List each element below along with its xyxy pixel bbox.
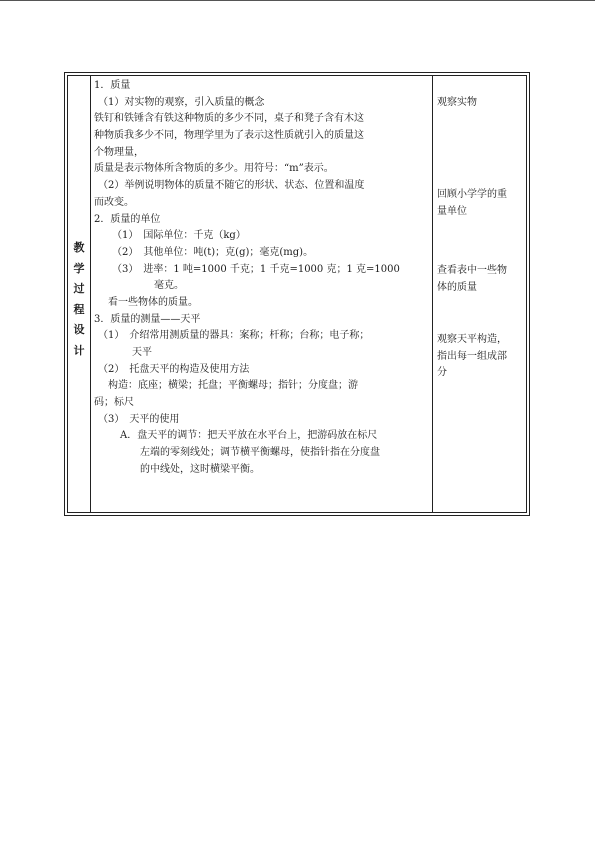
content-line: 左端的零刻线处；调节横平衡螺母，使指针指在分度盘 <box>140 447 380 459</box>
content-line: 天平 <box>132 347 152 358</box>
content-line: 铁钉和铁锤含有铁这种物质的多少不同，桌子和凳子含有木这 <box>94 113 364 125</box>
section-label-char: 设 <box>73 323 85 336</box>
note-line: 分 <box>437 367 447 379</box>
content-line: 而改变。 <box>94 196 134 208</box>
header-rule <box>0 0 595 1</box>
content-line: 3．质量的测量——天平 <box>94 313 201 325</box>
content-line: 看一些物体的质量。 <box>108 296 198 308</box>
note-line: 指出每一组成部 <box>437 350 507 362</box>
content-line: 2．质量的单位 <box>94 213 161 225</box>
lesson-content <box>94 78 432 479</box>
content-line: （2） 其他单位：吨(t)；克(g)；毫克(mg)。 <box>112 246 314 258</box>
content-line: （2） 托盘天平的构造及使用方法 <box>98 363 250 375</box>
teacher-note-3 <box>437 263 525 296</box>
content-line: 的中线处，这时横梁平衡。 <box>140 463 260 475</box>
note-line: 回顾小学学的重 <box>437 189 507 200</box>
note-line: 查看表中一些物 <box>437 265 507 276</box>
content-line: 个物理量， <box>94 146 144 158</box>
teacher-note-1 <box>437 95 525 112</box>
content-line: 质量是表示物体所含物质的多少。用符号：“m”表示。 <box>94 163 334 175</box>
content-line: 码；标尺 <box>94 397 134 409</box>
content-line: 构造：底座；横梁；托盘；平衡螺母；指针；分度盘；游 <box>108 380 358 392</box>
teacher-note-2 <box>437 187 525 220</box>
content-line: （2）举例说明物体的质量不随它的形状、状态、位置和温度 <box>98 180 365 192</box>
note-line: 观察天平构造， <box>437 334 507 345</box>
teacher-note-4 <box>437 332 525 382</box>
note-line: 体的质量 <box>437 281 477 293</box>
content-line: （3） 天平的使用 <box>98 413 180 425</box>
section-label-char: 教 <box>73 241 85 254</box>
section-label-char: 学 <box>73 261 85 275</box>
content-line: 1．质量 <box>94 80 131 91</box>
section-label-char: 计 <box>73 343 85 357</box>
lesson-table <box>64 72 530 516</box>
section-label-char: 过 <box>73 282 85 295</box>
note-line: 量单位 <box>437 205 467 217</box>
note-line: 观察实物 <box>437 97 477 108</box>
section-label <box>68 238 90 361</box>
content-line: （3） 进率：1 吨=1000 千克；1 千克=1000 克；1 克=1000 <box>112 263 400 275</box>
content-line: （1） 国际单位：千克（kg） <box>112 230 246 242</box>
content-line: 种物质我多少不同，物理学里为了表示这性质就引入的质量这 <box>94 130 364 142</box>
content-line: A．盘天平的调节：把天平放在水平台上，把游码放在标尺 <box>120 430 378 442</box>
column-divider-label <box>90 76 91 512</box>
lesson-table-inner <box>67 75 527 513</box>
content-line: （1）对实物的观察，引入质量的概念 <box>98 96 265 108</box>
content-line: 毫克。 <box>154 280 184 292</box>
content-line: （1） 介绍常用测质量的器具：案称；杆称；台称；电子称； <box>98 330 370 342</box>
section-label-char: 程 <box>73 302 85 316</box>
column-divider-notes <box>432 76 433 512</box>
